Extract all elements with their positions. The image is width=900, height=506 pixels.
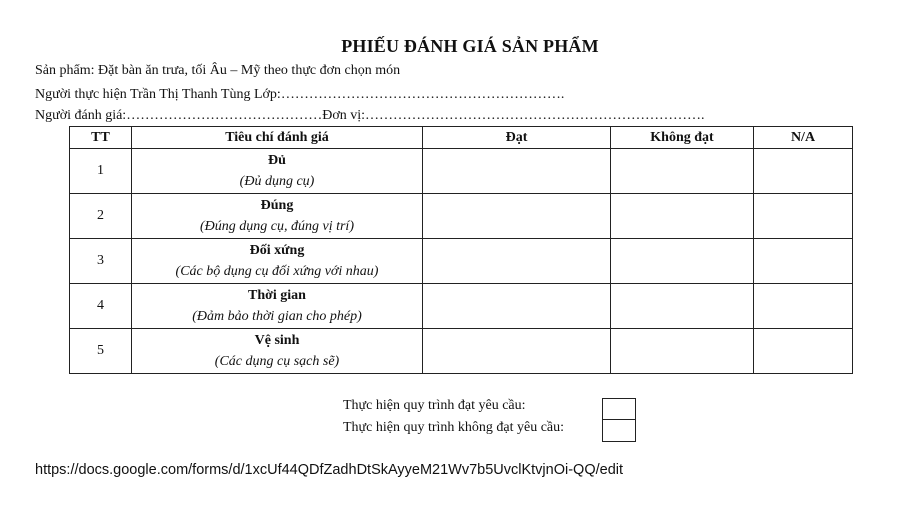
criterion-cell [132,194,423,239]
table-header-row [70,127,853,149]
criterion-name: Thời gian [248,288,306,303]
criterion-cell [132,239,423,284]
pass-cell[interactable] [423,149,611,194]
evaluator-label: Người đánh giá: [35,108,127,123]
header-na: N/A [754,127,853,149]
unit-field[interactable]: ………………………………………………………………. [365,108,705,123]
criterion-description: (Đảm bảo thời gian cho phép) [192,309,362,324]
fail-cell[interactable] [611,284,754,329]
criterion-description: (Đúng dụng cụ, đúng vị trí) [200,219,354,234]
criterion-cell [132,329,423,374]
row-number: 4 [70,284,132,329]
criterion-cell [132,284,423,329]
fail-cell[interactable] [611,329,754,374]
criterion-cell [132,149,423,194]
criterion-description: (Đủ dụng cụ) [239,174,315,189]
pass-cell[interactable] [423,239,611,284]
pass-cell[interactable] [423,329,611,374]
performer-line: Người thực hiện Trần Thị Thanh Tùng Lớp:……………………………………………………. [35,87,565,102]
row-number: 5 [70,329,132,374]
row-number: 3 [70,239,132,284]
criterion-name: Đủ [268,153,286,168]
pass-cell[interactable] [423,194,611,239]
table-row [70,329,853,374]
evaluator-field[interactable]: …………………………………… [126,108,323,123]
na-cell[interactable] [754,149,853,194]
pass-cell[interactable] [423,284,611,329]
header-tt: TT [70,127,132,149]
na-cell[interactable] [754,194,853,239]
row-number: 1 [70,149,132,194]
header-criteria: Tiêu chí đánh giá [132,127,423,149]
table-row [70,149,853,194]
criterion-description: (Các bộ dụng cụ đối xứng với nhau) [175,264,379,279]
criterion-description: (Các dụng cụ sạch sẽ) [214,354,340,369]
fail-cell[interactable] [611,239,754,284]
fail-result-checkbox[interactable] [602,419,636,442]
evaluator-line [35,108,705,124]
fail-cell[interactable] [611,194,754,239]
evaluation-table [69,126,853,374]
pass-result-label: Thực hiện quy trình đạt yêu cầu: [343,398,526,413]
na-cell[interactable] [754,239,853,284]
row-number: 2 [70,194,132,239]
table-row [70,284,853,329]
table-row [70,239,853,284]
form-link[interactable]: https://docs.google.com/forms/d/1xcUf44QDfZadhDtSkAyyeM21Wv7b5UvclKtvjnOi-QQ/edit [35,462,624,478]
pass-result-checkbox[interactable] [602,398,636,421]
fail-cell[interactable] [611,149,754,194]
table-row [70,194,853,239]
header-pass: Đạt [423,127,611,149]
form-title: PHIẾU ĐÁNH GIÁ SẢN PHẨM [341,36,599,56]
header-fail: Không đạt [611,127,754,149]
fail-result-label: Thực hiện quy trình không đạt yêu cầu: [343,420,565,435]
criterion-name: Vệ sinh [254,333,300,348]
product-line: Sản phẩm: Đặt bàn ăn trưa, tối Âu – Mỹ theo thực đơn chọn món [35,63,401,78]
unit-label: Đơn vị: [322,108,365,123]
na-cell[interactable] [754,329,853,374]
criterion-name: Đối xứng [249,243,305,258]
criterion-name: Đúng [260,198,294,213]
na-cell[interactable] [754,284,853,329]
